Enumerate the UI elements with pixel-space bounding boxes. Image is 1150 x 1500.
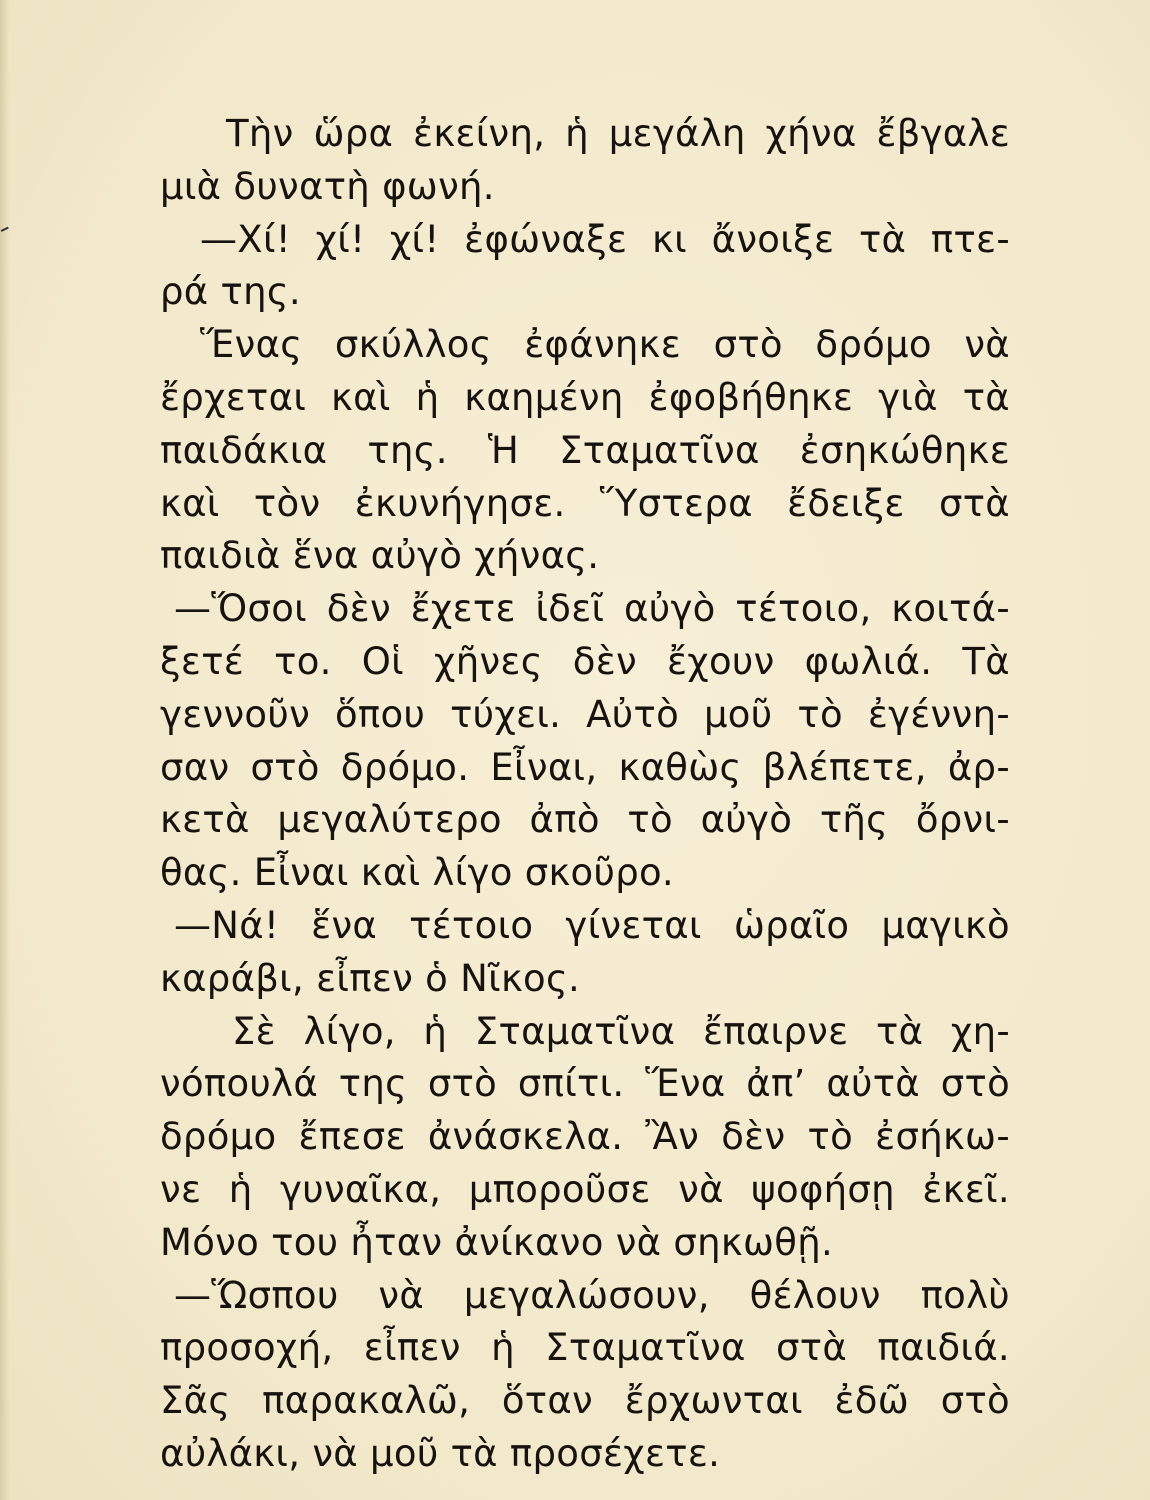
text-line: καὶ τὸν ἐκυνήγησε. Ὕστερα ἔδειξε στὰ — [160, 481, 1010, 525]
text-line: παιδιὰ ἕνα αὐγὸ χήνας. — [160, 534, 600, 578]
text-line: νόπουλά της στὸ σπίτι. Ἕνα ἀπ’ αὐτὰ στὸ — [160, 1062, 1010, 1106]
text-line: —Χί! χί! χί! ἐφώναξε κι ἄνοιξε τὰ πτε- — [200, 217, 1010, 261]
text-line: αὐλάκι, νὰ μοῦ τὰ προσέχετε. — [160, 1431, 721, 1475]
text-line: γεννοῦν ὅπου τύχει. Αὐτὸ μοῦ τὸ ἐγέννη- — [160, 692, 1010, 736]
body-text — [160, 108, 1010, 1481]
text-line: κετὰ μεγαλύτερο ἀπὸ τὸ αὐγὸ τῆς ὄρνι- — [160, 798, 1010, 842]
text-line: —Ὅσοι δὲν ἔχετε ἰδεῖ αὐγὸ τέτοιο, κοιτά- — [174, 587, 1010, 631]
text-line: δρόμο ἔπεσε ἀνάσκελα. Ἂν δὲν τὸ ἐσήκω- — [160, 1115, 1010, 1159]
text-line: προσοχή, εἶπεν ἡ Σταματῖνα στὰ παιδιά. — [160, 1326, 1010, 1370]
text-line: καράβι, εἶπεν ὁ Νῖκος. — [160, 956, 581, 1000]
text-line: ξετέ το. Οἱ χῆνες δὲν ἔχουν φωλιά. Τὰ — [160, 639, 1010, 683]
text-line: σαν στὸ δρόμο. Εἶναι, καθὼς βλέπετε, ἀρ- — [160, 745, 1010, 789]
text-line: ἔρχεται καὶ ἡ καημένη ἐφοβήθηκε γιὰ τὰ — [160, 375, 1010, 419]
text-line: παιδάκια της. Ἡ Σταματῖνα ἐσηκώθηκε — [160, 428, 1010, 472]
text-line: Μόνο του ἦταν ἀνίκανο νὰ σηκωθῇ. — [160, 1220, 834, 1264]
page-binding-edge — [0, 0, 10, 1500]
text-line: Σὲ λίγο, ἡ Σταματῖνα ἔπαιρνε τὰ χη- — [232, 1009, 1010, 1053]
text-line: —Νά! ἕνα τέτοιο γίνεται ὡραῖο μαγικὸ — [174, 903, 1010, 947]
text-line: θας. Εἶναι καὶ λίγο σκοῦρο. — [160, 851, 674, 895]
text-line: νε ἡ γυναῖκα, μποροῦσε νὰ ψοφήσῃ ἐκεῖ. — [160, 1167, 1010, 1211]
text-line: Τὴν ὥρα ἐκείνη, ἡ μεγάλη χήνα ἔβγαλε — [226, 112, 1010, 155]
text-line: —Ὥσπου νὰ μεγαλώσουν, θέλουν πολὺ — [174, 1273, 1010, 1317]
text-line: μιὰ δυνατὴ φωνή. — [160, 164, 495, 208]
text-line: Σᾶς παρακαλῶ, ὅταν ἔρχωνται ἐδῶ στὸ — [160, 1379, 1010, 1423]
text-line: ρά της. — [160, 270, 301, 314]
text-line: Ἕνας σκύλλος ἐφάνηκε στὸ δρόμο νὰ — [200, 323, 1010, 367]
